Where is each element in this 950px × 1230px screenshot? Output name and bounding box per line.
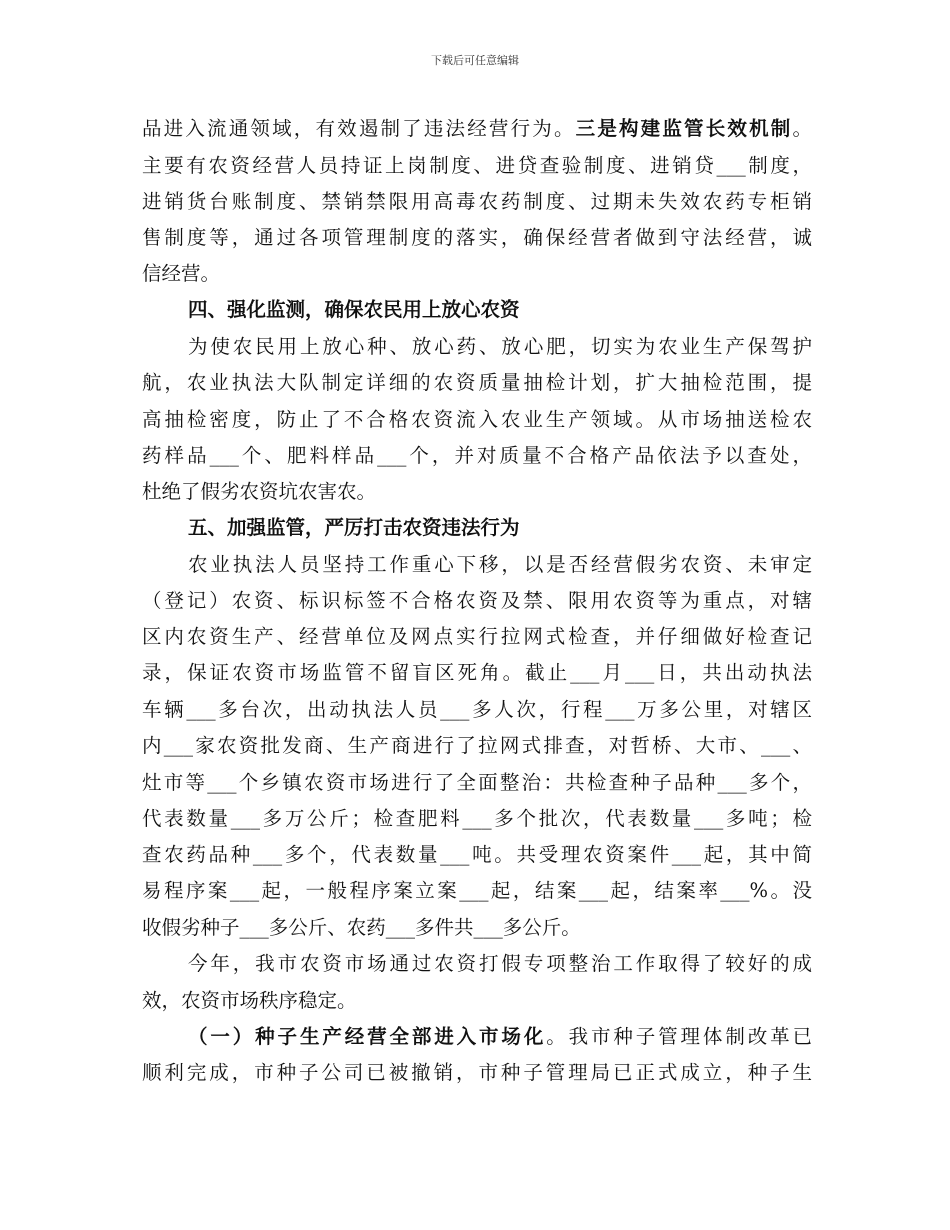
text-segment: 区内农资生产、经营单位及网点实行拉网式检查，并仔细做好检查记 [142, 625, 812, 648]
text-line [142, 692, 812, 728]
text-line [142, 1055, 812, 1091]
text-segment: 收假劣种子___多公斤、农药___多件共___多公斤。 [142, 916, 581, 939]
text-segment: 杜绝了假劣农资坑农害农。 [142, 480, 377, 503]
text-segment: 药样品___个、肥料样品___个，并对质量不合格产品依法予以查处， [142, 444, 812, 467]
text-line [142, 220, 812, 256]
text-segment: 效，农资市场秩序稳定。 [142, 989, 357, 1012]
text-line [142, 837, 812, 873]
text-line [142, 983, 812, 1019]
text-segment: 高抽检密度，防止了不合格农资流入农业生产领域。从市场抽送检农 [142, 408, 812, 431]
text-segment: 农业执法人员坚持工作重心下移，以是否经营假劣农资、未审定 [188, 553, 812, 576]
text-segment: 信经营。 [142, 262, 221, 285]
text-segment: （登记）农资、标识标签不合格农资及禁、限用农资等为重点，对辖 [142, 589, 812, 612]
text-line [142, 184, 812, 220]
text-line [142, 765, 812, 801]
text-line [142, 873, 812, 909]
text-segment: 售制度等，通过各项管理制度的落实，确保经营者做到守法经营，诚 [142, 226, 812, 249]
text-line [142, 474, 812, 510]
bold-text: 四、强化监测，确保农民用上放心农资 [188, 298, 520, 321]
text-line [142, 402, 812, 438]
text-segment: 主要有农资经营人员持证上岗制度、进贷查验制度、进销贷___制度， [142, 154, 812, 177]
text-segment: 代表数量___多万公斤；检查肥料___多个批次，代表数量___多吨；检 [142, 807, 812, 830]
text-line [142, 910, 812, 946]
bold-text: 三是构建监管长效机制 [575, 117, 793, 140]
text-line [188, 1019, 812, 1055]
text-segment: 灶市等___个乡镇农资市场进行了全面整治：共检查种子品种___多个， [142, 771, 812, 794]
text-line [142, 655, 812, 691]
text-segment: 今年，我市农资市场通过农资打假专项整治工作取得了较好的成 [188, 952, 812, 975]
text-line [188, 946, 812, 982]
text-line [188, 547, 812, 583]
text-line [142, 111, 812, 147]
text-segment: 录，保证农资市场监管不留盲区死角。截止___月___日，共出动执法 [142, 661, 812, 684]
text-segment: 品进入流通领域，有效遏制了违法经营行为。 [142, 117, 576, 140]
text-segment: 车辆___多台次，出动执法人员___多人次，行程___万多公里，对辖区 [142, 698, 812, 721]
text-line [142, 256, 812, 292]
text-line [188, 329, 812, 365]
text-segment: 内___家农资批发商、生产商进行了拉网式排查，对哲桥、大市、___、 [142, 734, 812, 757]
page-header: 下载后可任意编辑 [431, 54, 519, 67]
text-line [142, 801, 812, 837]
text-segment: 。我市种子管理体制改革已 [546, 1025, 812, 1048]
text-segment: 查农药品种___多个，代表数量___吨。共受理农资案件___起，其中简 [142, 843, 812, 866]
text-segment: 易程序案___起，一般程序案立案___起，结案___起，结案率___%。没 [142, 879, 812, 902]
text-segment: 为使农民用上放心种、放心药、放心肥，切实为农业生产保驾护 [188, 335, 812, 358]
bold-text: （一）种子生产经营全部进入市场化 [188, 1025, 547, 1048]
text-segment: 。 [792, 117, 812, 140]
text-segment: 进销货台账制度、禁销禁限用高毒农药制度、过期未失效农药专柜销 [142, 190, 812, 213]
text-line [142, 148, 812, 184]
text-segment: 航，农业执法大队制定详细的农资质量抽检计划，扩大抽检范围，提 [142, 371, 812, 394]
text-line [142, 728, 812, 764]
text-line [142, 619, 812, 655]
text-line [188, 292, 812, 328]
text-line [142, 583, 812, 619]
text-line [188, 510, 812, 546]
bold-text: 五、加强监管，严厉打击农资违法行为 [188, 516, 520, 539]
text-segment: 顺利完成，市种子公司已被撤销，市种子管理局已正式成立，种子生 [142, 1061, 812, 1084]
text-line [142, 438, 812, 474]
text-line [142, 365, 812, 401]
